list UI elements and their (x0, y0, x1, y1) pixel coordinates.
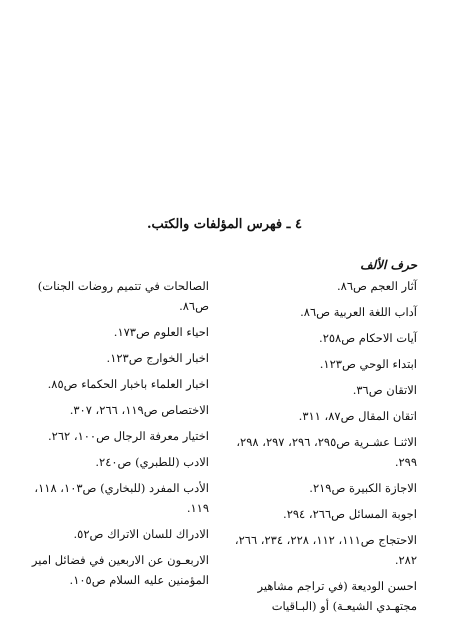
right-column (229, 276, 417, 622)
index-entry: الاثنـا عشـرية ص٢٩٥، ٢٩٦، ٢٩٧، ٢٩٨، ٢٩٩. (236, 435, 417, 469)
index-entry: احياء العلوم ص١٧٣. (113, 325, 209, 339)
section-heading: حرف الألف (360, 258, 417, 272)
left-column (27, 276, 209, 596)
index-entry: آيات الاحكام ص٢٥٨. (319, 331, 417, 345)
index-entry: الاختصاص ص١١٩، ٢٦٦، ٣٠٧. (69, 403, 209, 417)
index-entry: اخبار الخوارج ص١٢٣. (106, 351, 209, 365)
index-entry: اخبار العلماء باخبار الحكماء ص٨٥. (47, 377, 209, 391)
index-entry: الاحتجاج ص١١١، ١١٢، ٢٢٨، ٢٣٤، ٢٦٦، ٢٨٢. (234, 533, 417, 567)
index-entry: اتقان المقال ص٨٧، ٣١١. (298, 409, 417, 423)
index-entry: الادب (للطبري) ص٢٤٠. (95, 455, 209, 469)
index-entry: آثار العجم ص٨٦. (336, 279, 417, 293)
index-entry: الاجازة الكبيرة ص٢١٩. (309, 481, 417, 495)
index-entry: الاربعـون عن الاربعين في فضائل امير المؤمنين عليه السلام ص١٠٥. (31, 553, 209, 587)
index-entry: ابتداء الوحي ص١٢٣. (319, 357, 417, 371)
index-entry: اجوبة المسائل ص٢٦٦، ٢٩٤. (283, 507, 417, 521)
index-entry: الادراك للسان الاتراك ص٥٢. (73, 527, 209, 541)
index-entry: الاتقان ص٣٦. (352, 383, 417, 397)
index-entry: الأدب المفرد (للبخاري) ص١٠٣، ١١٨، ١١٩. (34, 481, 209, 515)
index-entry: الصالحات في تتميم روضات الجنات) ص٨٦. (37, 279, 209, 313)
index-title: ٤ ـ فهرس المؤلفات والكتب. (147, 217, 302, 232)
index-entry: احسن الوديعة (في تراجم مشاهير مجتهـدي الشيعـة) أو (البـاقيات (257, 579, 417, 613)
index-entry: اختيار معرفة الرجال ص١٠٠، ٢٦٢. (48, 429, 209, 443)
index-entry: آداب اللغة العربية ص٨٦. (300, 305, 417, 319)
